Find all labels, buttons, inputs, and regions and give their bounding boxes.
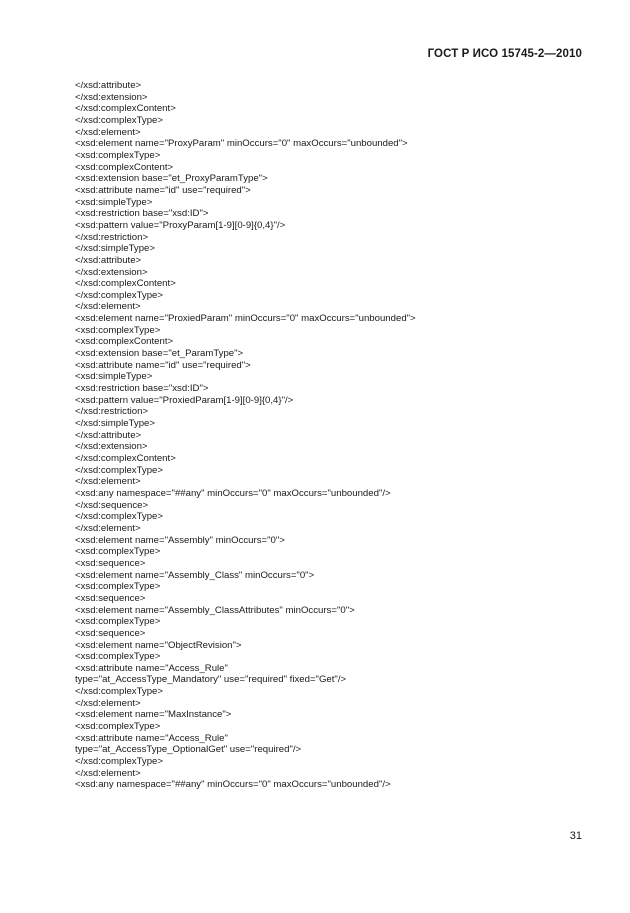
code-line: <xsd:sequence>: [75, 557, 146, 569]
code-line: <xsd:element name="MaxInstance">: [75, 709, 232, 721]
code-line: <xsd:attribute name="id" use="required">: [75, 359, 251, 371]
code-line: <xsd:element name="ObjectRevision">: [75, 639, 242, 651]
code-line: </xsd:extension>: [75, 441, 148, 453]
code-line: </xsd:complexType>: [75, 686, 163, 698]
page-number: 31: [569, 830, 582, 842]
code-line: </xsd:element>: [75, 697, 141, 709]
code-line: </xsd:extension>: [75, 91, 148, 103]
code-line: <xsd:element name="ProxyParam" minOccurs="0" maxOccurs="unbounded">: [75, 138, 408, 150]
code-line: </xsd:restriction>: [75, 406, 149, 418]
code-line: <xsd:extension base="et_ParamType">: [75, 348, 244, 360]
code-line: </xsd:complexType>: [75, 289, 163, 301]
code-line: </xsd:sequence>: [75, 499, 149, 511]
code-line: <xsd:complexContent>: [75, 336, 174, 348]
code-line: </xsd:attribute>: [75, 254, 142, 266]
code-line: <xsd:element name="ProxiedParam" minOccurs="0" maxOccurs="unbounded">: [75, 313, 416, 325]
code-line: </xsd:complexContent>: [75, 278, 176, 290]
code-line: </xsd:complexType>: [75, 114, 163, 126]
code-line: <xsd:simpleType>: [75, 371, 153, 383]
code-line: <xsd:simpleType>: [75, 196, 153, 208]
code-line: <xsd:complexType>: [75, 546, 161, 558]
code-line: </xsd:element>: [75, 522, 141, 534]
code-line: </xsd:complexContent>: [75, 103, 176, 115]
code-line: <xsd:sequence>: [75, 627, 146, 639]
code-line: </xsd:complexType>: [75, 464, 163, 476]
code-line: <xsd:restriction base="xsd:ID">: [75, 383, 209, 395]
code-line: type="at_AccessType_OptionalGet" use="required"/>: [75, 744, 302, 756]
code-line: </xsd:simpleType>: [75, 243, 155, 255]
code-line: <xsd:element name="Assembly" minOccurs="0">: [75, 534, 285, 546]
code-line: <xsd:complexType>: [75, 651, 161, 663]
code-line: </xsd:simpleType>: [75, 418, 155, 430]
code-line: <xsd:any namespace="##any" minOccurs="0" maxOccurs="unbounded"/>: [75, 487, 391, 499]
code-line: </xsd:complexType>: [75, 756, 163, 768]
code-line: <xsd:sequence>: [75, 592, 146, 604]
code-line: <xsd:attribute name="Access_Rule": [75, 732, 228, 744]
code-line: </xsd:attribute>: [75, 429, 142, 441]
code-line: type="at_AccessType_Mandatory" use="required" fixed="Get"/>: [75, 674, 347, 686]
code-line: <xsd:any namespace="##any" minOccurs="0" maxOccurs="unbounded"/>: [75, 779, 391, 791]
code-line: <xsd:restriction base="xsd:ID">: [75, 208, 209, 220]
code-line: </xsd:element>: [75, 301, 141, 313]
code-line: </xsd:extension>: [75, 266, 148, 278]
code-line: <xsd:element name="Assembly_Class" minOccurs="0">: [75, 569, 315, 581]
code-line: </xsd:complexContent>: [75, 453, 176, 464]
code-line: <xsd:extension base="et_ProxyParamType">: [75, 173, 268, 185]
code-line: <xsd:attribute name="Access_Rule": [75, 662, 228, 674]
code-line: <xsd:element name="Assembly_ClassAttributes" minOccurs="0">: [75, 604, 355, 616]
code-line: </xsd:element>: [75, 476, 141, 488]
code-line: <xsd:pattern value="ProxiedParam[1-9][0-9]{0,4}"/>: [75, 394, 294, 406]
code-line: <xsd:complexType>: [75, 616, 161, 628]
page-header-standard: ГОСТ Р ИСО 15745-2—2010: [427, 48, 582, 60]
code-line: <xsd:complexContent>: [75, 161, 174, 173]
code-line: <xsd:complexType>: [75, 149, 161, 161]
code-line: </xsd:element>: [75, 126, 141, 138]
code-line: </xsd:complexType>: [75, 511, 163, 523]
code-line: </xsd:element>: [75, 767, 141, 779]
code-line: <xsd:pattern value="ProxyParam[1-9][0-9]{0,4}"/>: [75, 219, 286, 231]
xsd-code-listing: [75, 80, 575, 791]
code-line: <xsd:attribute name="id" use="required">: [75, 184, 251, 196]
code-line: <xsd:complexType>: [75, 324, 161, 336]
code-line: </xsd:restriction>: [75, 231, 149, 243]
code-line: </xsd:attribute>: [75, 80, 142, 91]
code-line: <xsd:complexType>: [75, 581, 161, 593]
code-line: <xsd:complexType>: [75, 721, 161, 733]
